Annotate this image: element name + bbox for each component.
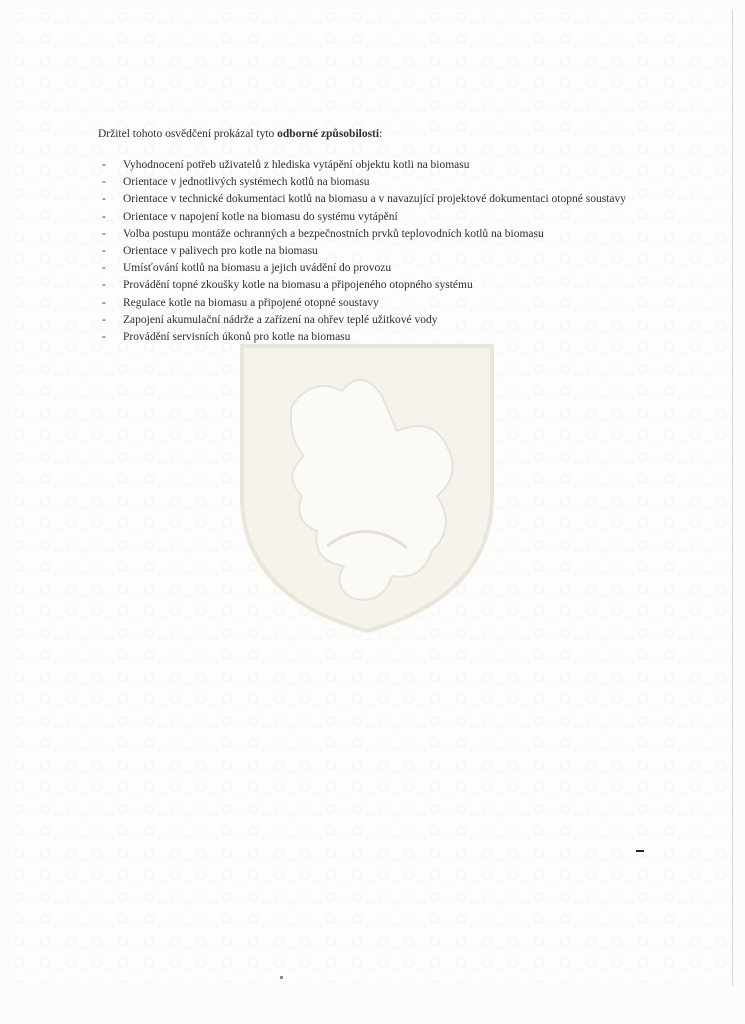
skill-text: Orientace v jednotlivých systémech kotlů na biomasu xyxy=(123,176,370,189)
skill-text: Orientace v technické dokumentaci kotlů na biomasu a v navazující projektové dokumentaci otopné soustavy xyxy=(123,193,626,206)
skill-text: Vyhodnocení potřeb uživatelů z hlediska vytápění objektu kotli na biomasu xyxy=(123,159,470,171)
skill-text: Volba postupu montáže ochranných a bezpečnostních prvků teplovodních kotlů na biomasu xyxy=(123,227,544,240)
bullet-dash: - xyxy=(102,176,106,189)
skills-list xyxy=(98,157,658,346)
skill-item xyxy=(98,209,658,226)
bullet-dash: - xyxy=(102,210,106,223)
skill-item xyxy=(98,174,658,191)
bullet-dash: - xyxy=(102,245,106,258)
skill-item xyxy=(98,295,658,312)
bullet-dash: - xyxy=(102,262,106,275)
skill-item xyxy=(98,226,658,243)
bullet-dash: - xyxy=(102,296,106,309)
skill-text: Orientace v napojení kotle na biomasu do systému vytápění xyxy=(123,210,398,223)
bullet-dash: - xyxy=(102,227,106,240)
skill-text: Regulace kotle na biomasu a připojené otopné soustavy xyxy=(123,296,379,309)
document-page xyxy=(12,10,733,986)
skill-text: Umísťování kotlů na biomasu a jejich uvádění do provozu xyxy=(123,262,392,275)
bullet-dash: - xyxy=(102,331,106,344)
scan-speck xyxy=(636,850,644,852)
scan-speck xyxy=(280,976,283,979)
skill-item xyxy=(98,260,658,277)
bullet-dash: - xyxy=(102,159,106,171)
skill-item xyxy=(98,157,658,174)
skill-item xyxy=(98,329,658,346)
intro-paragraph xyxy=(98,126,658,142)
intro-tail: : xyxy=(379,128,383,140)
skills-section xyxy=(98,126,658,346)
lion-coat-of-arms-watermark-icon xyxy=(232,336,502,636)
bullet-dash: - xyxy=(102,193,106,206)
skill-item xyxy=(98,277,658,294)
skill-text: Orientace v palivech pro kotle na biomasu xyxy=(123,245,318,258)
skill-item xyxy=(98,191,658,208)
bullet-dash: - xyxy=(102,313,106,326)
intro-bold-text: odborné způsobilosti xyxy=(277,128,380,140)
bullet-dash: - xyxy=(102,279,106,292)
skill-text: Provádění topné zkoušky kotle na biomasu a připojeného otopného systému xyxy=(123,279,473,292)
skill-text: Zapojení akumulační nádrže a zařízení na ohřev teplé užitkové vody xyxy=(123,313,438,326)
skill-item xyxy=(98,243,658,260)
intro-text: Držitel tohoto osvědčení prokázal tyto xyxy=(98,128,278,140)
skill-text: Provádění servisních úkonů pro kotle na biomasu xyxy=(123,331,351,344)
skill-item xyxy=(98,312,658,329)
